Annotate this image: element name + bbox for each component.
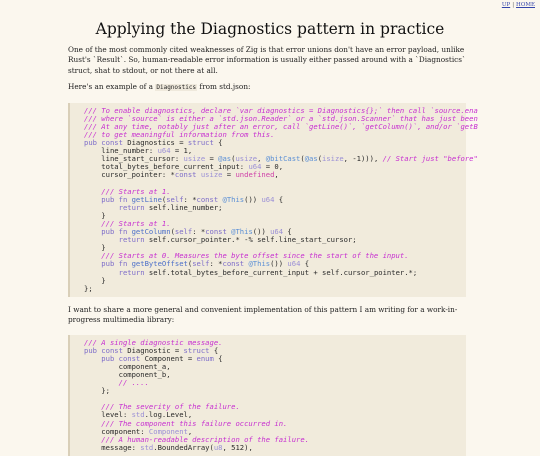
code-token: usize xyxy=(183,154,206,164)
code-token: struct xyxy=(183,345,210,355)
code-token: ( xyxy=(170,227,175,237)
nav-separator: | xyxy=(512,2,515,8)
code-token: { xyxy=(213,138,223,147)
code-token: getLine xyxy=(131,194,162,204)
code-token: const xyxy=(174,170,201,180)
code-token: // .... xyxy=(84,378,149,388)
code-token: ( xyxy=(187,259,193,269)
code-token: level: xyxy=(84,410,132,420)
code-token: Component xyxy=(148,426,188,436)
code-token: { xyxy=(274,194,284,204)
code-token: = xyxy=(222,170,236,180)
code-token: Diagnostic = xyxy=(127,345,184,355)
code-token: ()) xyxy=(270,259,288,269)
code-token: /// Starts at 1. xyxy=(84,218,171,228)
code-token: : * xyxy=(183,194,197,204)
code-token: /// The component this failure occurred in. xyxy=(84,418,288,428)
code-token: , xyxy=(274,170,279,180)
code-token: /// At any time, notably just after an error, call `getLine()`, `getColumn()`, and/or `getB xyxy=(84,121,478,131)
code-token: } xyxy=(84,275,106,285)
code-token: ()) xyxy=(244,194,262,204)
code-token: u64 xyxy=(157,146,171,156)
code-token: usize xyxy=(200,170,223,180)
code-token: return xyxy=(84,267,149,277)
code-token: message: xyxy=(84,442,141,452)
page-title: Applying the Diagnostics pattern in practice xyxy=(95,20,445,38)
code-token: ( xyxy=(231,154,236,164)
code-token: u64 xyxy=(248,162,262,172)
code-token: ( xyxy=(317,154,323,164)
code-token: line_start_cursor: xyxy=(84,154,184,164)
code-token: self.cursor_pointer.* -% self.line_start_cursor; xyxy=(148,235,357,245)
code-token: getByteOffset xyxy=(131,259,188,269)
code-token: std xyxy=(140,442,154,452)
code-token: /// A human-readable description of the failure. xyxy=(84,434,310,444)
share-paragraph: I want to share a more general and convenient implementation of this pattern I am writing for a work-in-progress multimedia library: xyxy=(68,304,458,325)
code-token: = 1, xyxy=(170,146,193,156)
code-token: .BoundedArray( xyxy=(153,442,214,452)
code-token: Diagnostics = xyxy=(127,138,188,147)
code-block-diagnostic-struct xyxy=(68,335,466,456)
intro-paragraph: One of the most commonly cited weaknesses of Zig is that error unions don't have an error payload, unlike Rust's `Result`. So, human-readable error information is usually either passed around with a `Diagnostics` struct, shat to stdout, or not there at all. xyxy=(68,45,466,75)
code-token: ()) xyxy=(252,227,271,237)
code-token: enum xyxy=(196,353,214,363)
code-token: @This xyxy=(248,259,271,269)
code-token: , 512), xyxy=(222,442,253,452)
code-token: : * xyxy=(209,259,223,269)
code-token: cursor_pointer: * xyxy=(84,170,175,180)
code-line xyxy=(84,443,253,452)
home-link[interactable]: HOME xyxy=(516,2,535,8)
code-token: struct xyxy=(187,138,214,147)
code-token: const xyxy=(205,227,232,237)
code-token: ( xyxy=(300,154,305,164)
code-token: Component = xyxy=(144,353,197,363)
code-token: usize xyxy=(235,154,258,164)
code-token: { xyxy=(283,227,292,237)
code-token: = 0, xyxy=(261,162,284,172)
code-token: component_a, xyxy=(84,361,171,371)
code-token: /// Starts at 1. xyxy=(84,186,171,196)
code-token: self.total_bytes_before_current_input + self.cursor_pointer.*; xyxy=(148,267,418,277)
code-token: std xyxy=(131,410,145,420)
code-token: isize xyxy=(322,154,344,164)
code-token: component: xyxy=(84,426,149,436)
code-token: self xyxy=(192,259,210,269)
code-token: { xyxy=(213,353,223,363)
code-token: .log.Level, xyxy=(144,410,193,420)
code-token: /// to get meaningful information from this. xyxy=(84,129,275,139)
code-token: : * xyxy=(192,227,206,237)
code-token: total_bytes_before_current_input: xyxy=(84,162,249,172)
code-token: u64 xyxy=(287,259,301,269)
code-line xyxy=(84,268,417,277)
code-token: self xyxy=(174,227,193,237)
code-token: return xyxy=(84,202,149,212)
code-token: @This xyxy=(231,227,253,237)
code-token: }; xyxy=(84,386,110,396)
code-token: } xyxy=(84,243,106,253)
code-token: ( xyxy=(161,194,167,204)
code-line xyxy=(84,284,93,293)
code-line xyxy=(84,235,357,244)
code-listing-2 xyxy=(84,339,466,452)
code-token: self xyxy=(166,194,184,204)
code-token: pub const xyxy=(84,345,128,355)
code-token: // Start just "before" xyxy=(382,154,478,164)
example-paragraph xyxy=(68,82,468,93)
code-token: self.line_number; xyxy=(148,202,223,212)
code-token: undefined xyxy=(235,170,275,180)
code-token: /// To enable diagnostics, declare `var diagnostics = Diagnostics{};` then call `source.ena xyxy=(84,105,478,115)
code-token: u8 xyxy=(213,442,223,452)
code-token: }; xyxy=(84,283,93,293)
code-token: u64 xyxy=(261,194,275,204)
code-token: /// The severity of the failure. xyxy=(84,402,240,412)
code-token: const xyxy=(196,194,223,204)
code-token: @as xyxy=(304,154,318,164)
code-token: = xyxy=(205,154,219,164)
code-token: line_number: xyxy=(84,146,158,156)
code-token: /// A single diagnostic message. xyxy=(84,337,223,347)
article-content xyxy=(68,45,478,456)
code-token: @as xyxy=(218,154,232,164)
code-token: @bitCast xyxy=(265,154,301,164)
code-token: , xyxy=(187,426,193,436)
code-block-std-json-diagnostics xyxy=(68,103,478,297)
inline-code-diagnostics: Diagnostics xyxy=(156,84,197,92)
code-token: pub const xyxy=(84,353,145,363)
code-token: pub fn xyxy=(84,227,132,237)
code-token: pub const xyxy=(84,138,128,147)
code-token: , xyxy=(257,154,266,164)
example-suffix: from std.json: xyxy=(197,82,251,92)
code-token: pub fn xyxy=(84,259,132,269)
code-token: return xyxy=(84,235,149,245)
code-token: const xyxy=(222,259,249,269)
top-nav xyxy=(502,2,535,8)
code-token: { xyxy=(209,345,219,355)
up-link[interactable]: UP xyxy=(501,2,511,8)
code-token: /// Starts at 0. Measures the byte offset since the start of the input. xyxy=(84,251,409,261)
code-line xyxy=(84,386,110,395)
code-token: { xyxy=(300,259,310,269)
code-line xyxy=(84,170,279,179)
code-token: } xyxy=(84,210,106,220)
code-token: /// where `source` is either a `std.json.Reader` or a `std.json.Scanner` that has just been xyxy=(84,113,478,123)
code-listing-1 xyxy=(84,105,478,293)
code-token: @This xyxy=(222,194,245,204)
code-token: getColumn xyxy=(131,227,171,237)
code-token: u64 xyxy=(270,227,284,237)
code-token: pub fn xyxy=(84,194,132,204)
code-token: , -1))), xyxy=(343,154,383,164)
code-token: component_b, xyxy=(84,369,171,379)
example-prefix: Here's an example of a xyxy=(68,82,156,92)
